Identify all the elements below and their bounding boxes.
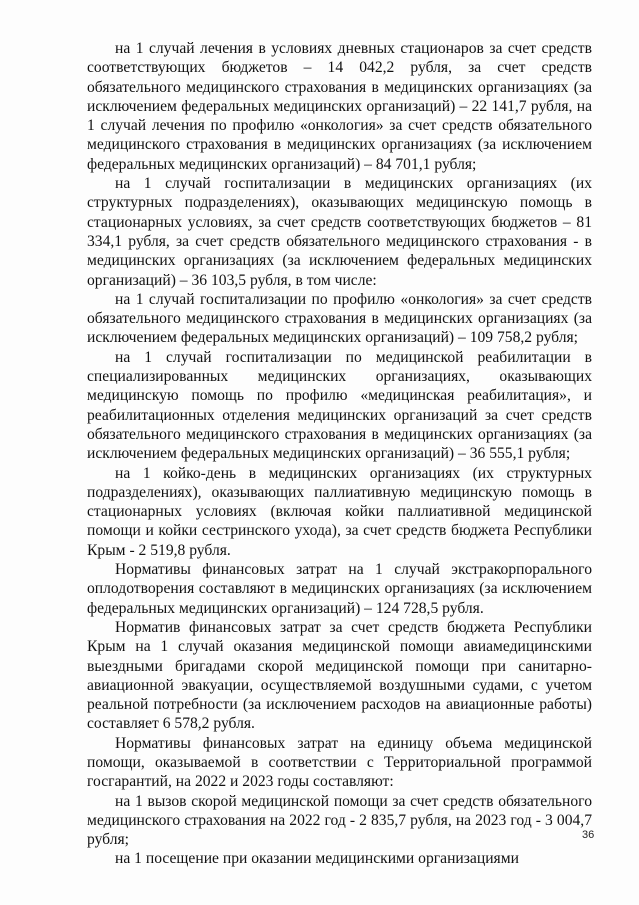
paragraph-palliative-bed-day: на 1 койко-день в медицинских организациях (их структурных подразделениях), оказывающих паллиативную медицинскую помощь в стационарных условиях (включая койки паллиативной медицинской помощи и койки сестринского ухода), за счет средств бюджета Республики Крым - 2 519,8 рубля. xyxy=(87,464,592,559)
paragraph-oncology-hospitalization: на 1 случай госпитализации по профилю «онкология» за счет средств обязательного медицинского страхования в медицинских организациях (за исключением федеральных медицинских организаций) – 109 758,2 рубля; xyxy=(87,290,592,347)
page-number: 36 xyxy=(582,829,595,841)
paragraph-hospitalization: на 1 случай госпитализации в медицинских организациях (их структурных подразделениях), оказывающих медицинскую помощь в стационарных условиях, за счет средств соответствующих бюджетов – 81 334,1 рубля, за счет средств обязательного медицинского страхования - в медицинских организациях (за исключением федеральных медицинских организаций) – 36 103,5 рубля, в том числе: xyxy=(87,175,592,289)
paragraph-rehabilitation: на 1 случай госпитализации по медицинской реабилитации в специализированных медицинских организациях, оказывающих медицинскую помощь по профилю «медицинская реабилитация», и реабилитационных отделения медицинских организаций за счет средств обязательного медицинского страхования в медицинских организациях (за исключением федеральных медицинских организаций) – 36 555,1 рубля; xyxy=(87,348,592,463)
paragraph-ivf: Нормативы финансовых затрат на 1 случай экстракорпорального оплодотворения составляют в медицинских организациях (за исключением федеральных медицинских организаций) – 124 728,5 рубля. xyxy=(87,561,592,617)
document-body xyxy=(87,39,595,869)
paragraph-norms-2022-2023: Нормативы финансовых затрат на единицу объема медицинской помощи, оказываемой в соответствии с Территориальной программой госгарантий, на 2022 и 2023 годы составляют: xyxy=(87,734,592,791)
paragraph-air-ambulance: Норматив финансовых затрат за счет средств бюджета Республики Крым на 1 случай оказания медицинской помощи авиамедицинскими выездными бригадами скорой медицинской помощи при санитарно-авиационной эвакуации, осуществляемой воздушными судами, с учетом реальной потребности (за исключением расходов на авиационные работы) составляет 6 578,2 рубля. xyxy=(87,618,592,733)
paragraph-day-hospital: на 1 случай лечения в условиях дневных стационаров за счет средств соответствующих бюджетов – 14 042,2 рубля, за счет средств обязательного медицинского страхования в медицинских организациях (за исключением федеральных медицинских организаций) – 22 141,7 рубля, на 1 случай лечения по профилю «онкология» за счет средств обязательного медицинского страхования в медицинских организациях (за исключением федеральных медицинских организаций) – 84 701,1 рубля; xyxy=(87,40,592,173)
paragraph-ambulance-call: на 1 вызов скорой медицинской помощи за счет средств обязательного медицинского страхования на 2022 год - 2 835,7 рубля, на 2023 год - 3 004,7 рубля; xyxy=(87,792,592,849)
paragraph-visit: на 1 посещение при оказании медицинскими организациями xyxy=(115,850,519,868)
